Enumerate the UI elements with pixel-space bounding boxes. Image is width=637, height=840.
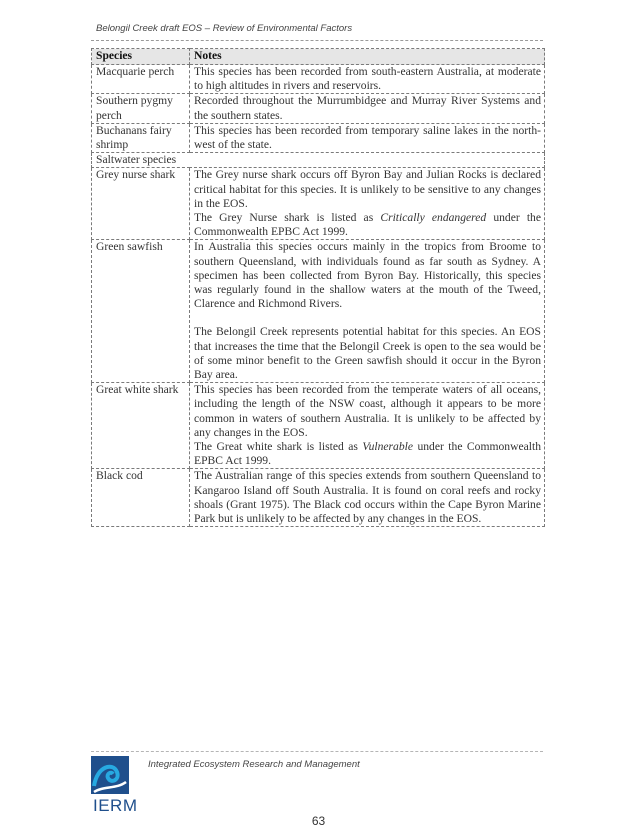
table-row — [92, 153, 545, 168]
note-paragraph: The Belongil Creek represents potential habitat for this species. An EOS that increases the time that the Belongil Creek is open to the sea would be of some minor benefit to the Green sawfish should it occur in the Byron Bay area. — [194, 325, 541, 382]
note-text: under the Commonwealth EPBC Act 1999. — [194, 211, 541, 239]
column-header-species: Species — [92, 49, 190, 65]
note-paragraph: Recorded throughout the Murrumbidgee and Murray River Systems and the southern states. — [194, 94, 541, 122]
table-row — [92, 123, 545, 152]
ierm-logo — [91, 756, 149, 816]
conservation-status: Critically endangered — [380, 211, 487, 225]
note-paragraph — [194, 440, 541, 468]
note-paragraph: The Grey nurse shark occurs off Byron Bay and Julian Rocks is declared critical habitat for this species. It is unlikely to be sensitive to any changes in the EOS. — [194, 168, 541, 210]
species-cell: Buchanans fairy shrimp — [92, 123, 190, 152]
table-header-row — [92, 49, 545, 65]
notes-cell — [190, 94, 545, 123]
note-text: under the Commonwealth EPBC Act 1999. — [194, 440, 541, 468]
table-row — [92, 240, 545, 383]
note-paragraph — [194, 211, 541, 239]
footer-divider — [91, 751, 543, 752]
species-cell: Black cod — [92, 469, 190, 527]
notes-cell — [190, 240, 545, 383]
notes-cell — [190, 65, 545, 94]
note-paragraph: The Australian range of this species extends from southern Queensland to Kangaroo Island off South Australia. It is found on coral reefs and rocky shoals (Grant 1975). The Black cod occurs within the Cape Byron Marine Park but is unlikely to be affected by any changes in the EOS. — [194, 469, 541, 526]
document-header-title: Belongil Creek draft EOS – Review of Environmental Factors — [96, 23, 353, 34]
conservation-status: Vulnerable — [362, 440, 413, 454]
notes-cell — [190, 469, 545, 527]
notes-cell — [190, 123, 545, 152]
table-row — [92, 469, 545, 527]
table-body — [92, 65, 545, 527]
table-row — [92, 94, 545, 123]
note-paragraph: In Australia this species occurs mainly in the tropics from Broome to southern Queensland, with individuals found as far south as Sydney. A specimen has been collected from Byron Bay. Historically, this species was regularly found in the shallow waters at the mouth of the Tweed, Clarence and Richmond Rivers. — [194, 240, 541, 311]
organization-name: Integrated Ecosystem Research and Management — [148, 759, 360, 770]
note-text: The Grey Nurse shark is listed as — [194, 211, 381, 225]
table-row — [92, 383, 545, 469]
species-cell: Grey nurse shark — [92, 168, 190, 240]
note-paragraph: This species has been recorded from the temperate waters of all oceans, including the length of the NSW coast, although it appears to be more common in waters of southern Australia. It is unlikely to be affected by any changes in the EOS. — [194, 383, 541, 439]
species-table — [91, 48, 545, 527]
header-divider — [91, 40, 543, 41]
notes-cell — [190, 168, 545, 240]
species-cell: Macquarie perch — [92, 65, 190, 94]
note-text: The Great white shark is listed as — [194, 440, 363, 454]
column-header-notes: Notes — [190, 49, 545, 65]
logo-wordmark: IERM — [93, 796, 138, 815]
notes-cell — [190, 383, 545, 469]
species-cell: Green sawfish — [92, 240, 190, 383]
species-cell: Great white shark — [92, 383, 190, 469]
species-cell: Southern pygmy perch — [92, 94, 190, 123]
note-paragraph: This species has been recorded from temporary saline lakes in the north-west of the state. — [194, 123, 541, 152]
table-row — [92, 168, 545, 240]
page-number: 63 — [311, 814, 326, 828]
section-label-group: Saltwater species — [92, 153, 545, 168]
table-row — [92, 65, 545, 94]
note-paragraph: This species has been recorded from south-eastern Australia, at moderate to high altitudes in rivers and reservoirs. — [194, 65, 541, 93]
wave-logo-icon — [91, 756, 129, 794]
